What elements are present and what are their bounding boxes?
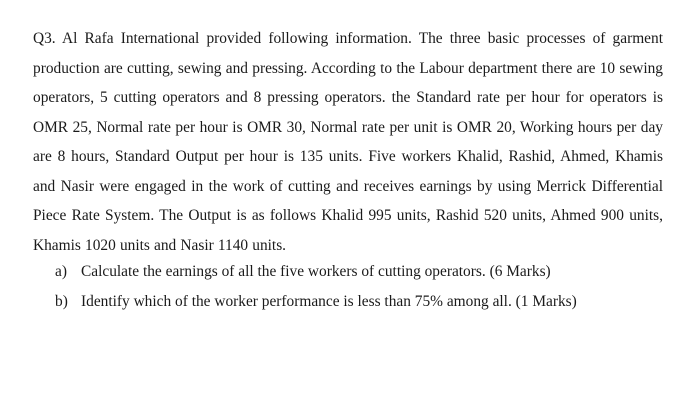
question-number: Q3. (33, 30, 56, 47)
sub-question-a (55, 257, 665, 287)
sub-question-a-text: Calculate the earnings of all the five workers of cutting operators. (6 Marks) (81, 263, 551, 280)
sub-question-a-label: a) (55, 263, 67, 280)
sub-question-b-text: Identify which of the worker performance is less than 75% among all. (1 Marks) (81, 292, 577, 310)
question-paragraph (33, 24, 663, 260)
sub-question-list (55, 257, 665, 316)
question-text: Al Rafa International provided following information. The three basic processes of garment production are cutting, sewing and pressing. According to the Labour department there are 10 sewing operators, 5 cutting operators and 8 pressing operators. the Standard rate per hour for operators is OMR 25, Normal rate per hour is OMR 30, Normal rate per unit is OMR 20, Working hours per day are 8 hours, Standard Output per hour is 135 units. Five workers Khalid, Rashid, Ahmed, Khamis and Nasir were engaged in the work of cutting and receives earnings by using Merrick Differential Piece Rate System. The Output is as follows Khalid 995 units, Rashid 520 units, Ahmed 900 units, Khamis 1020 units and Nasir 1140 units. (33, 30, 663, 254)
sub-question-b (55, 287, 665, 317)
sub-question-b-label: b) (55, 292, 68, 310)
